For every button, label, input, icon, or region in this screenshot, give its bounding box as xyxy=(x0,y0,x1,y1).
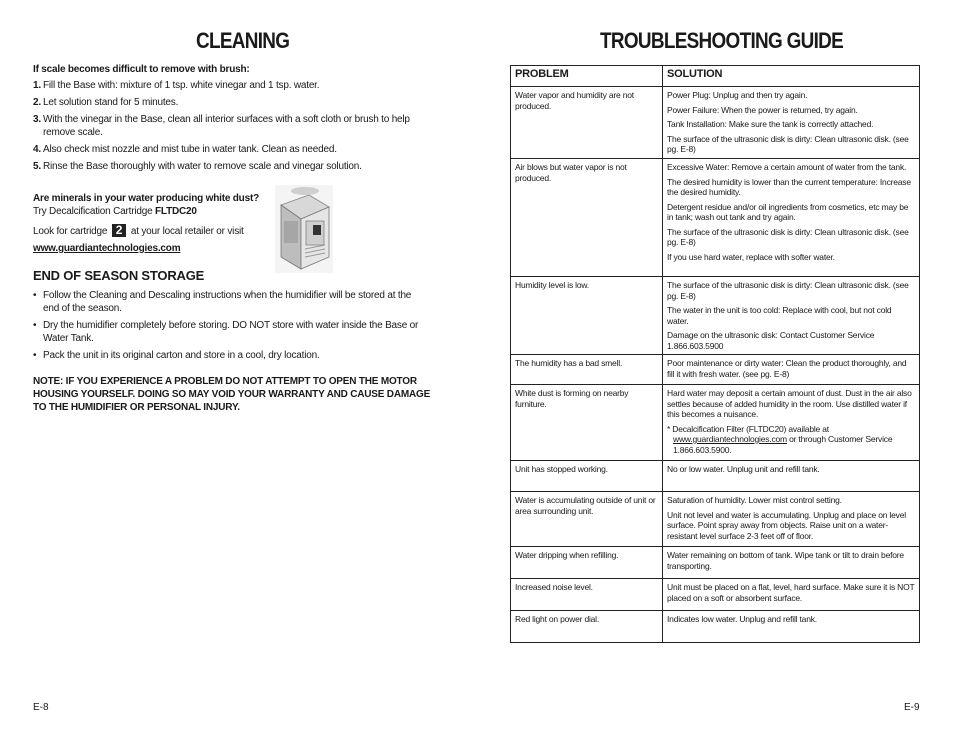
solution-line: Excessive Water: Remove a certain amount of water from the tank. xyxy=(667,162,907,172)
step-number: 2. xyxy=(33,97,41,108)
cleaning-section xyxy=(33,63,433,177)
cartridge-number-badge: 2 xyxy=(112,224,126,237)
step-text: With the vinegar in the Base, clean all interior surfaces with a soft cloth or brush to help remove scale. xyxy=(43,114,410,138)
solution-line: The water in the unit is too cold: Replace with cool, but not cold water. xyxy=(667,305,892,326)
customer-service-text: or through Customer Service 1.866.603.5900. xyxy=(673,434,893,455)
problem-cell: Unit has stopped working. xyxy=(511,461,663,492)
problem-cell: Increased noise level. xyxy=(511,579,663,611)
step-item xyxy=(33,96,433,109)
step-item xyxy=(33,79,433,92)
solution-line: Power Plug: Unplug and then try again. xyxy=(667,90,808,100)
website-link[interactable]: www.guardiantechnologies.com xyxy=(33,243,181,254)
step-item xyxy=(33,143,433,156)
table-row xyxy=(511,87,920,159)
look-for-line xyxy=(33,224,273,238)
minerals-section xyxy=(33,192,273,255)
step-item xyxy=(33,113,433,139)
solution-cell xyxy=(663,159,920,277)
step-number: 1. xyxy=(33,80,41,91)
look-for-suffix: at your local retailer or visit xyxy=(128,226,244,237)
minerals-question: Are minerals in your water producing white dust? xyxy=(33,193,259,204)
solution-line: Unit not level and water is accumulating. Unplug and place on level surface. Point spray away from objects. Raise unit on a water-resistant level surface 2-3 feet off of floor. xyxy=(667,509,906,541)
scale-heading: If scale becomes difficult to remove with brush: xyxy=(33,64,250,75)
solution-column-header: SOLUTION xyxy=(663,66,920,87)
solution-cell xyxy=(663,461,920,492)
minerals-try-line xyxy=(33,205,273,218)
problem-cell: Water vapor and humidity are not produced. xyxy=(511,87,663,159)
step-number: 3. xyxy=(33,114,41,125)
table-row xyxy=(511,547,920,579)
minerals-try-text: Try Decalcification Cartridge xyxy=(33,206,156,217)
problem-cell: Humidity level is low. xyxy=(511,277,663,355)
step-item xyxy=(33,160,433,173)
troubleshooting-title: TROUBLESHOOTING GUIDE xyxy=(600,28,844,53)
eos-bullet-text: Dry the humidifier completely before storing. DO NOT store with water inside the Base or Water Tank. xyxy=(43,320,419,344)
solution-line: Water remaining on bottom of tank. Wipe tank or tilt to drain before transporting. xyxy=(667,550,904,571)
problem-cell: Red light on power dial. xyxy=(511,611,663,643)
eos-title: END OF SEASON STORAGE xyxy=(33,268,205,283)
solution-line: The surface of the ultrasonic disk is dirty: Clean ultrasonic disk. (see pg. E-8) xyxy=(667,280,909,301)
table-row xyxy=(511,579,920,611)
solution-line: Indicates low water. Unplug and refill tank. xyxy=(667,614,817,624)
eos-bullet xyxy=(33,319,428,345)
step-text: Let solution stand for 5 minutes. xyxy=(43,97,179,108)
step-text: Fill the Base with: mixture of 1 tsp. white vinegar and 1 tsp. water. xyxy=(43,80,320,91)
solution-line: Power Failure: When the power is returned, try again. xyxy=(667,104,858,115)
problem-cell: White dust is forming on nearby furniture. xyxy=(511,385,663,461)
eos-bullets xyxy=(33,289,428,366)
step-number: 4. xyxy=(33,144,41,155)
solution-cell xyxy=(663,277,920,355)
decalcification-note-text: * Decalcification Filter (FLTDC20) available at xyxy=(667,423,829,434)
solution-cell xyxy=(663,355,920,385)
eos-bullet-text: Pack the unit in its original carton and store in a cool, dry location. xyxy=(43,350,320,361)
bullet-icon: • xyxy=(33,290,37,301)
solution-cell xyxy=(663,547,920,579)
problem-cell: Water is accumulating outside of unit or area surrounding unit. xyxy=(511,492,663,547)
table-row xyxy=(511,385,920,461)
bullet-icon: • xyxy=(33,320,37,331)
cleaning-steps xyxy=(33,79,433,173)
solution-line: Saturation of humidity. Lower mist control setting. xyxy=(667,495,842,505)
table-row xyxy=(511,159,920,277)
solution-line: Damage on the ultrasonic disk: Contact Customer Service 1.866.603.5900 xyxy=(667,330,875,351)
problem-cell: The humidity has a bad smell. xyxy=(511,355,663,385)
table-row xyxy=(511,461,920,492)
page-number-right: E-9 xyxy=(904,702,920,713)
problem-cell: Air blows but water vapor is not produced. xyxy=(511,159,663,277)
solution-line: Detergent residue and/or oil ingredients from cosmetics, etc may be in tank; wash out tank and try again. xyxy=(667,201,909,222)
solution-line: Tank Installation: Make sure the tank is correctly attached. xyxy=(667,119,874,129)
eos-bullet-text: Follow the Cleaning and Descaling instructions when the humidifier will be stored at the end of the season. xyxy=(43,290,412,314)
solution-cell xyxy=(663,611,920,643)
solution-line: If you use hard water, replace with softer water. xyxy=(667,251,835,262)
troubleshooting-table xyxy=(510,65,920,643)
table-row xyxy=(511,611,920,643)
look-for-text: Look for cartridge xyxy=(33,226,110,237)
solution-cell xyxy=(663,492,920,547)
solution-cell xyxy=(663,579,920,611)
cleaning-title: CLEANING xyxy=(196,28,290,53)
solution-line: No or low water. Unplug unit and refill tank. xyxy=(667,464,820,474)
page-number-left: E-8 xyxy=(33,702,49,713)
solution-line: Hard water may deposit a certain amount of dust. Dust in the air also settles because of added humidity in the room. Use distilled water if this becomes a nuisance. xyxy=(667,388,912,419)
table-row xyxy=(511,355,920,385)
eos-bullet xyxy=(33,289,428,315)
warning-note: NOTE: IF YOU EXPERIENCE A PROBLEM DO NOT ATTEMPT TO OPEN THE MOTOR HOUSING YOURSELF. DOING SO MAY VOID YOUR WARRANTY AND CAUSE DAMAGE TO THE HUMIDIFIER OR PERSONAL INJURY. xyxy=(33,376,431,413)
solution-line: The surface of the ultrasonic disk is dirty: Clean ultrasonic disk. (see pg. E-8) xyxy=(667,133,909,154)
decalcification-note-link-line xyxy=(667,434,915,455)
problem-column-header: PROBLEM xyxy=(511,66,663,87)
solution-cell xyxy=(663,87,920,159)
solution-line: The surface of the ultrasonic disk is dirty: Clean ultrasonic disk. (see pg. E-8) xyxy=(667,226,909,247)
table-row xyxy=(511,492,920,547)
bullet-icon: • xyxy=(33,350,37,361)
step-number: 5. xyxy=(33,161,41,172)
cartridge-package-image xyxy=(275,185,333,273)
table-header-row xyxy=(511,66,920,87)
problem-cell: Water dripping when refilling. xyxy=(511,547,663,579)
table-row xyxy=(511,277,920,355)
solution-line: Unit must be placed on a flat, level, hard surface. Make sure it is NOT placed on a soft or absorbent surface. xyxy=(667,582,915,603)
website-link[interactable]: www.guardiantechnologies.com xyxy=(673,434,787,444)
solution-line: The desired humidity is lower than the current temperature: Increase the desired humidity. xyxy=(667,176,911,197)
step-text: Rinse the Base thoroughly with water to remove scale and vinegar solution. xyxy=(43,161,362,172)
cartridge-model: FLTDC20 xyxy=(155,206,197,217)
solution-cell xyxy=(663,385,920,461)
eos-bullet xyxy=(33,349,428,362)
solution-line: Poor maintenance or dirty water: Clean the product thoroughly, and fill it with fresh water. (see pg. E-8) xyxy=(667,358,907,379)
step-text: Also check mist nozzle and mist tube in water tank. Clean as needed. xyxy=(43,144,337,155)
decalcification-note xyxy=(667,424,915,456)
